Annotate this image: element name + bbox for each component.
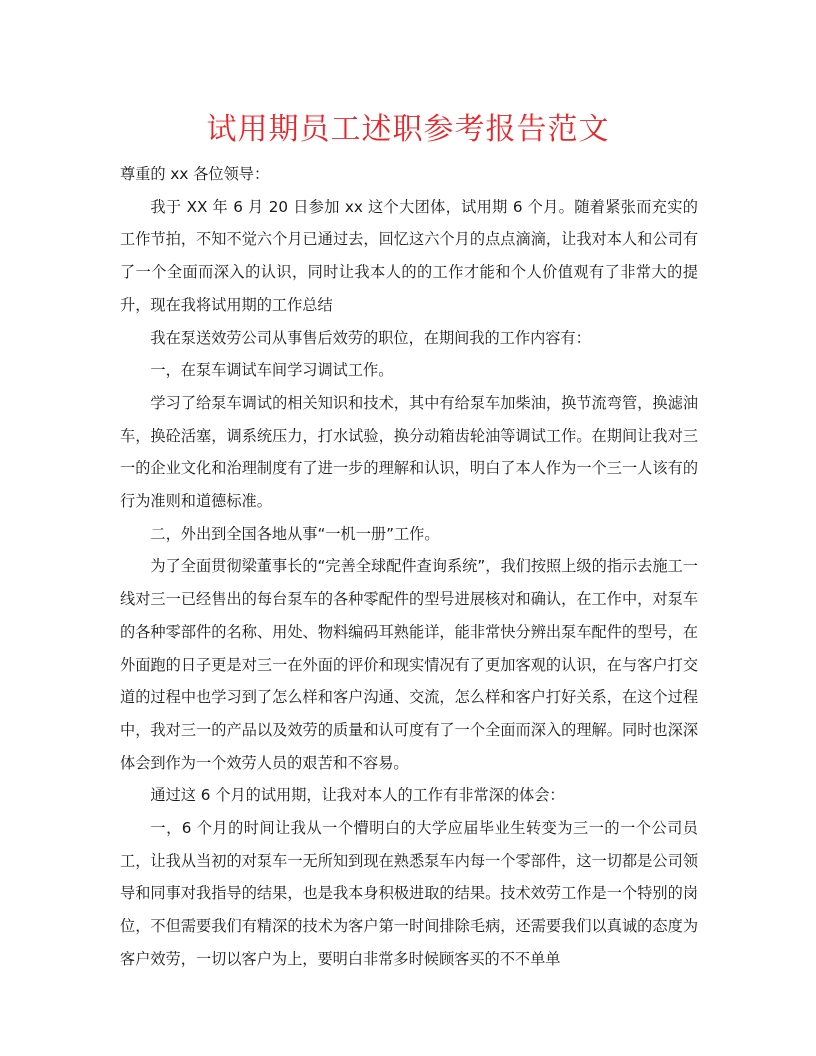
body-paragraph: 通过这 6 个月的试用期，让我对本人的工作有非常深的体会： bbox=[150, 786, 565, 805]
body-paragraph: 学习了给泵车调试的相关知识和技术，其中有给泵车加柴油，换节流弯管，换滤油车，换砼活塞，调系统压力，打水试验，换分动箱齿轮油等调试工作。在期间让我对三一的企业文化和治理制度有了进一步的理解和认识，明白了本人作为一个三一人该有的行为准则和道德标准。 bbox=[120, 393, 698, 511]
body-paragraph: 我在泵送效劳公司从事售后效劳的职位，在期间我的工作内容有： bbox=[150, 328, 591, 347]
document-body bbox=[120, 158, 698, 976]
document-title: 试用期员工述职参考报告范文 bbox=[206, 112, 610, 147]
section-heading-paragraph: 二，外出到全国各地从事“一机一册”工作。 bbox=[150, 524, 440, 543]
section-heading-paragraph: 一，在泵车调试车间学习调试工作。 bbox=[150, 361, 394, 380]
body-paragraph: 我于 XX 年 6 月 20 日参加 xx 这个大团体，试用期 6 个月。随着紧张而充实的工作节拍，不知不觉六个月已通过去，回忆这六个月的点点滴滴，让我对本人和公司有了一个全面而深入的认识，同时让我本人的的工作才能和个人价值观有了非常大的提升，现在我将试用期的工作总结 bbox=[120, 197, 698, 314]
body-paragraph: 为了全面贯彻梁董事长的“完善全球配件查询系统”，我们按照上级的指示去施工一线对三一已经售出的每台泵车的各种零配件的型号进展核对和确认，在工作中，对泵车的各种零部件的名称、用处、物料编码耳熟能详，能非常快分辨出泵车配件的型号，在外面跑的日子更是对三一在外面的评价和现实情况有了更加客观的认识，在与客户打交道的过程中也学习到了怎么样和客户沟通、交流，怎么样和客户打好关系，在这个过程中，我对三一的产品以及效劳的质量和认可度有了一个全面而深入的理解。同时也深深体会到作为一个效劳人员的艰苦和不容易。 bbox=[120, 557, 698, 772]
body-paragraph: 一，6 个月的时间让我从一个懵明白的大学应届毕业生转变为三一的一个公司员工，让我从当初的对泵车一无所知到现在熟悉泵车内每一个零部件，这一切都是公司领导和同事对我指导的结果，也是我本身积极进取的结果。技术效劳工作是一个特别的岗位，不但需要我们有精深的技术为客户第一时间排除毛病，还需要我们以真诚的态度为客户效劳，一切以客户为上，要明白非常多时候顾客买的不不单单 bbox=[120, 819, 698, 968]
salutation-paragraph: 尊重的 xx 各位领导： bbox=[120, 165, 270, 183]
